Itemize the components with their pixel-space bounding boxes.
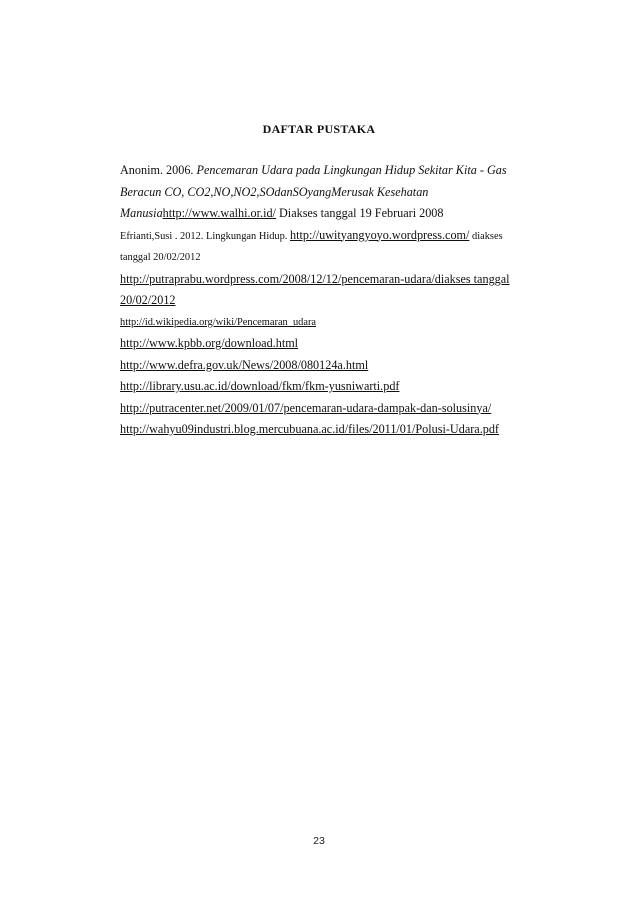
reference-title-continued: Beracun CO, CO2,NO,NO2,SOdanSOyangMerusak Kesehatan xyxy=(120,184,429,199)
reference-link-walhi[interactable]: http://www.walhi.or.id/ xyxy=(162,206,276,220)
reference-title-end: Manusia xyxy=(120,206,163,220)
reference-putraprabu xyxy=(120,269,560,312)
reference-mercubuana xyxy=(120,419,560,441)
reference-link-putraprabu-date[interactable]: 20/02/2012 xyxy=(120,293,176,307)
reference-usu-library xyxy=(120,376,560,398)
reference-accessed: Diakses tanggal 19 Februari 2008 xyxy=(275,206,444,220)
reference-link-defra[interactable]: http://www.defra.gov.uk/News/2008/080124a.html xyxy=(120,357,369,372)
reference-accessed-date: tanggal 20/02/2012 xyxy=(120,252,201,263)
reference-wikipedia xyxy=(120,312,560,334)
reference-line xyxy=(120,160,560,182)
reference-anonim-2006 xyxy=(120,160,560,225)
reference-title: Pencemaran Udara pada Lingkungan Hidup Sekitar Kita - Gas xyxy=(196,163,507,177)
reference-link-mercubuana[interactable]: http://wahyu09industri.blog.mercubuana.ac.id/files/2011/01/Polusi-Udara.pdf xyxy=(120,422,499,436)
page-title: DAFTAR PUSTAKA xyxy=(262,122,376,136)
page-number: 23 xyxy=(313,835,325,847)
reference-accessed: diakses xyxy=(469,230,503,242)
reference-link-wikipedia[interactable]: http://id.wikipedia.org/wiki/Pencemaran_udara xyxy=(120,316,317,328)
reference-link-uwityangyoyo[interactable]: http://uwityangyoyo.wordpress.com/ xyxy=(290,227,470,242)
reference-link-kpbb[interactable]: http://www.kpbb.org/download.html xyxy=(120,336,299,350)
reference-link-putracenter[interactable]: http://putracenter.net/2009/01/07/pencemaran-udara-dampak-dan-solusinya/ xyxy=(120,400,492,415)
reference-author-title: Efrianti,Susi . 2012. Lingkungan Hidup. xyxy=(120,230,290,242)
reference-line xyxy=(120,203,560,225)
reference-putracenter xyxy=(120,398,560,420)
reference-efrianti-2012 xyxy=(120,225,560,269)
reference-link-usu-library[interactable]: http://library.usu.ac.id/download/fkm/fkm-yusniwarti.pdf xyxy=(120,379,400,393)
reference-line xyxy=(120,225,560,248)
reference-defra xyxy=(120,355,560,377)
reference-kpbb xyxy=(120,333,560,355)
reference-link-putraprabu[interactable]: http://putraprabu.wordpress.com/2008/12/12/pencemaran-udara/diakses tanggal xyxy=(120,271,510,286)
reference-author-year: Anonim. 2006. xyxy=(120,163,197,177)
reference-list xyxy=(120,160,560,441)
